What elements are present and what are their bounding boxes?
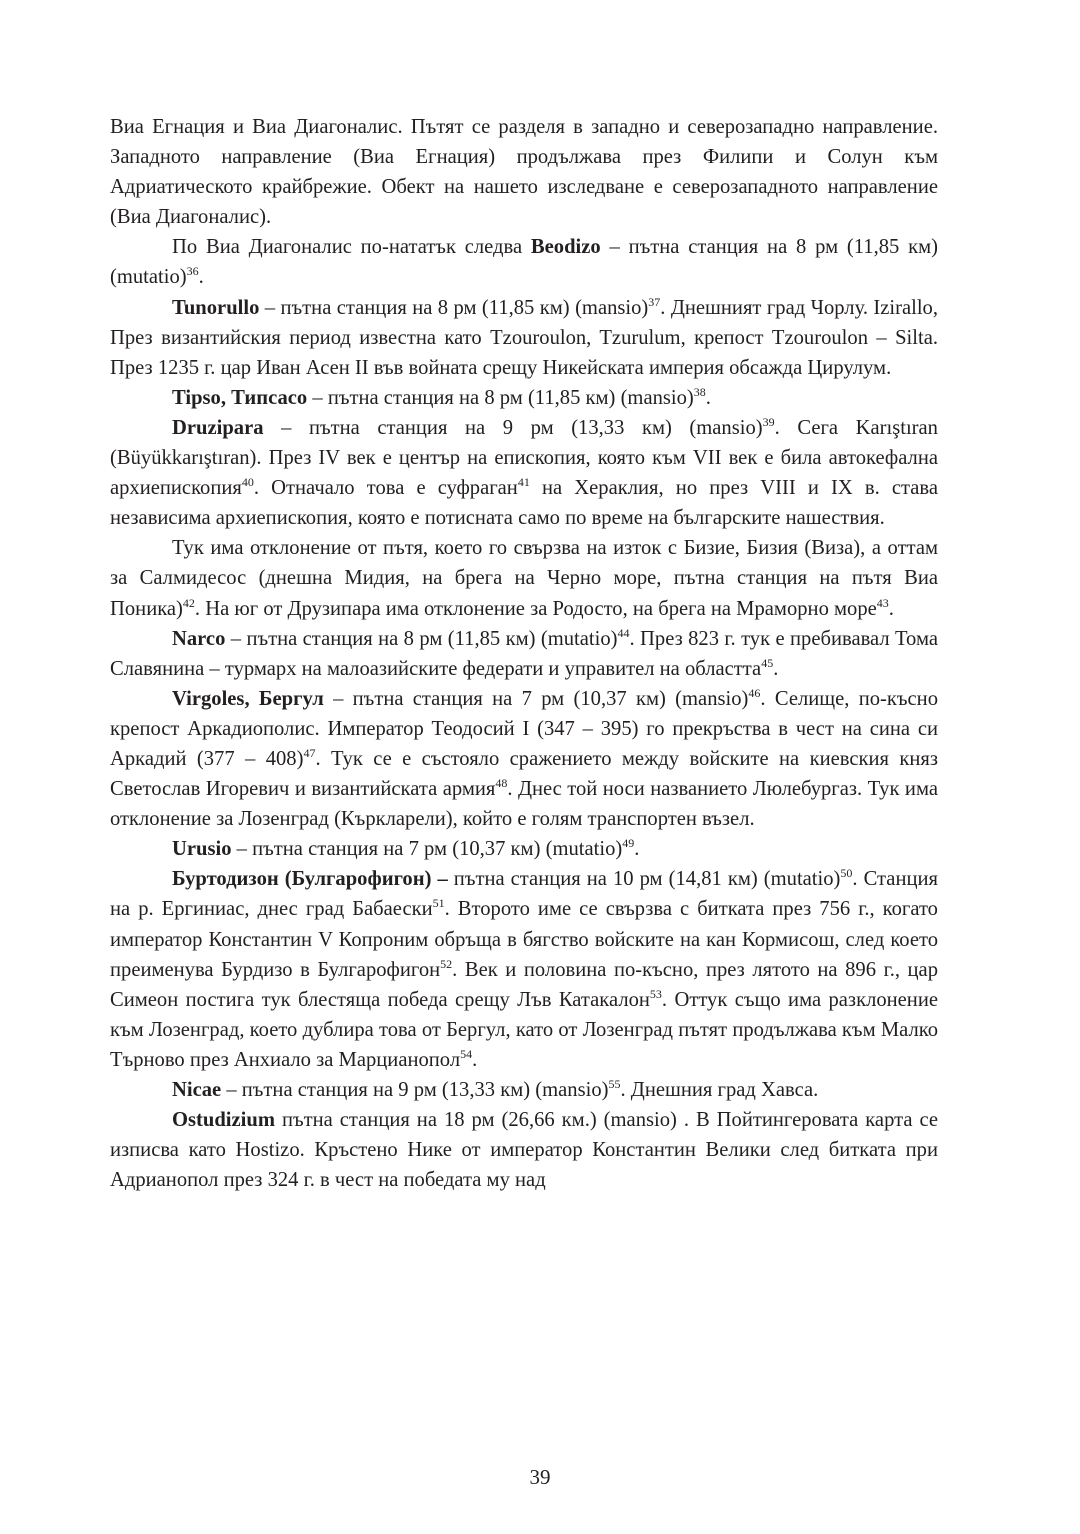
text-run: – пътна станция на 8 рм (11,85 км) (mansio) xyxy=(307,386,694,409)
page-number: 39 xyxy=(529,1465,551,1489)
footnote-ref: 53 xyxy=(649,986,662,1001)
text-run: – пътна станция на 7 рм (10,37 км) (mutatio) xyxy=(231,838,623,861)
text-run: – пътна станция на 8 рм (11,85 км) (mutatio) xyxy=(225,627,618,650)
text-run: . Отначало това е суфраган xyxy=(253,477,518,500)
paragraph xyxy=(110,684,938,834)
text-run: . През 823 г. тук е пребивавал Тома Славянина – турмарх на малоазийските федерати и управител на областта xyxy=(110,627,938,680)
footnote-ref: 54 xyxy=(460,1047,473,1062)
footnote-ref: 46 xyxy=(748,685,761,700)
text-run: . xyxy=(773,657,779,680)
paragraph xyxy=(110,112,938,232)
text-run: . Оттук също има разклонение към Лозенград, което дублира това от Бергул, като от Лозенград пътят продължава към Малко Търново през Анхиало за Марцианопол xyxy=(110,988,938,1071)
footnote-ref: 42 xyxy=(182,595,195,610)
text-run: пътна станция на 18 рм (26,66 км.) (mansio) . В Пойтингеровата карта се изписва като Hostizo. Кръстено Нике от император Константин Велики след битката при Адрианопол през 324 г. в чест на победата му над xyxy=(110,1109,938,1192)
text-run: . xyxy=(634,838,640,861)
station-name: Druzipara xyxy=(172,416,264,439)
text-run: на Хераклия, но през VIII и IX в. става независима архиепископия, която е потисната само по време на българските нашествия. xyxy=(110,477,938,530)
footnote-ref: 52 xyxy=(440,956,453,971)
paragraph xyxy=(110,834,938,864)
paragraph xyxy=(110,413,938,533)
footnote-ref: 51 xyxy=(432,896,445,911)
page-body xyxy=(110,112,938,1195)
text-run: . Станция на р. Ергиниас, днес град Бабаески xyxy=(110,868,938,921)
footnote-ref: 48 xyxy=(495,776,508,791)
text-run: – пътна станция на 9 рм (13,33 км) (mansio) xyxy=(263,416,763,439)
text-run: – пътна станция на 9 рм (13,33 км) (mansio) xyxy=(221,1079,609,1101)
text-run: Тук има отклонение от пътя, което го свързва на изток с Бизие, Бизия (Виза), а оттам за Салмидесос (днешна Мидия, на брега на Черно море, пътна станция на пътя Виа Поника) xyxy=(110,537,938,620)
footnote-ref: 37 xyxy=(648,294,661,309)
text-run: – пътна станция на 8 рм (11,85 км) (mutatio) xyxy=(110,236,939,289)
text-run: . Сега Karıştıran (Büyükkarıştıran). През IV век е център на епископия, която към VII век е била автокефална архиепископия xyxy=(110,416,938,500)
paragraph xyxy=(110,864,938,1075)
text-run: . Второто име се свързва с битката през 756 г., когато император Константин V Копроним обръща в бягство войските на кан Кормисош, след което преименува Бурдизо в Булгарофигон xyxy=(110,898,938,981)
footnote-ref: 49 xyxy=(622,836,635,851)
footnote-ref: 44 xyxy=(617,625,630,640)
station-name: Буртодизон (Булгарофигон) – xyxy=(172,868,448,891)
text-run: . Днешния град Хавса. xyxy=(620,1079,819,1101)
station-name: Beodizo xyxy=(530,236,601,259)
paragraph xyxy=(110,383,938,413)
paragraph xyxy=(110,624,938,684)
text-run: . xyxy=(472,1048,478,1071)
footnote-ref: 47 xyxy=(303,746,316,761)
paragraph xyxy=(110,1075,938,1105)
footnote-ref: 55 xyxy=(608,1077,621,1092)
footnote-ref: 50 xyxy=(840,866,853,881)
text-run: – пътна станция на 7 рм (10,37 км) (mansio) xyxy=(323,687,749,710)
text-run: По Виа Диагоналис по-нататък следва xyxy=(172,236,531,259)
text-run: . Тук се е състояло сражението между войските на киевския княз Светослав Игоревич и византийската армия xyxy=(110,747,938,801)
paragraph xyxy=(110,1105,938,1195)
station-name: Urusio xyxy=(172,838,232,861)
text-run: . Селище, по-късно крепост Аркадиополис. Император Теодосий I (347 – 395) го прекръства в чест на сина си Аркадий (377 – 408) xyxy=(110,687,938,770)
footnote-ref: 38 xyxy=(693,385,706,400)
text-run: . Век и половина по-късно, през лятото на 896 г., цар Симеон постига тук блестяща победа срещу Лъв Катакалон xyxy=(110,958,938,1011)
paragraph xyxy=(110,293,938,383)
footnote-ref: 36 xyxy=(186,264,199,279)
text-run: . xyxy=(705,386,711,409)
text-run: Виа Егнация и Виа Диагоналис. Пътят се разделя в западно и северозападно направление. Западното направление (Виа Егнация) продължава през Филипи и Солун към Адриатическото крайбрежие. Обект на нашето изследване е северозападното направление (Виа Диагоналис). xyxy=(110,116,938,229)
footnote-ref: 43 xyxy=(876,595,889,610)
text-run: . xyxy=(888,597,894,620)
text-run: . На юг от Друзипара има отклонение за Родосто, на брега на Мраморно море xyxy=(194,597,877,620)
paragraph xyxy=(110,232,938,292)
text-run: . xyxy=(198,266,204,289)
footnote-ref: 45 xyxy=(761,655,774,670)
footnote-ref: 41 xyxy=(517,475,530,490)
station-name: Narco xyxy=(172,627,226,650)
text-run: . Днешният град Чорлу. Izirallo, През византийския период известна като Tzouroulon, Tzurulum, крепост Tzouroulon – Silta. През 1235 г. цар Иван Асен II във войната срещу Никейската империя обсажда Цирулум. xyxy=(110,296,938,379)
text-run: – пътна станция на 8 рм (11,85 км) (mansio) xyxy=(259,296,649,319)
footnote-ref: 40 xyxy=(241,475,254,490)
station-name: Tipso, Типсасо xyxy=(172,386,308,409)
text-run: пътна станция на 10 рм (14,81 км) (mutatio) xyxy=(447,868,841,891)
footnote-ref: 39 xyxy=(762,415,775,430)
station-name: Nicae xyxy=(172,1079,222,1101)
text-run: . Днес той носи названието Люлебургаз. Тук има отклонение за Лозенград (Къркларели), който е голям транспортен възел. xyxy=(110,778,938,831)
paragraph xyxy=(110,533,938,623)
station-name: Virgoles, Бергул xyxy=(172,687,324,710)
station-name: Tunorullo xyxy=(172,296,260,319)
station-name: Ostudizium xyxy=(172,1109,275,1132)
